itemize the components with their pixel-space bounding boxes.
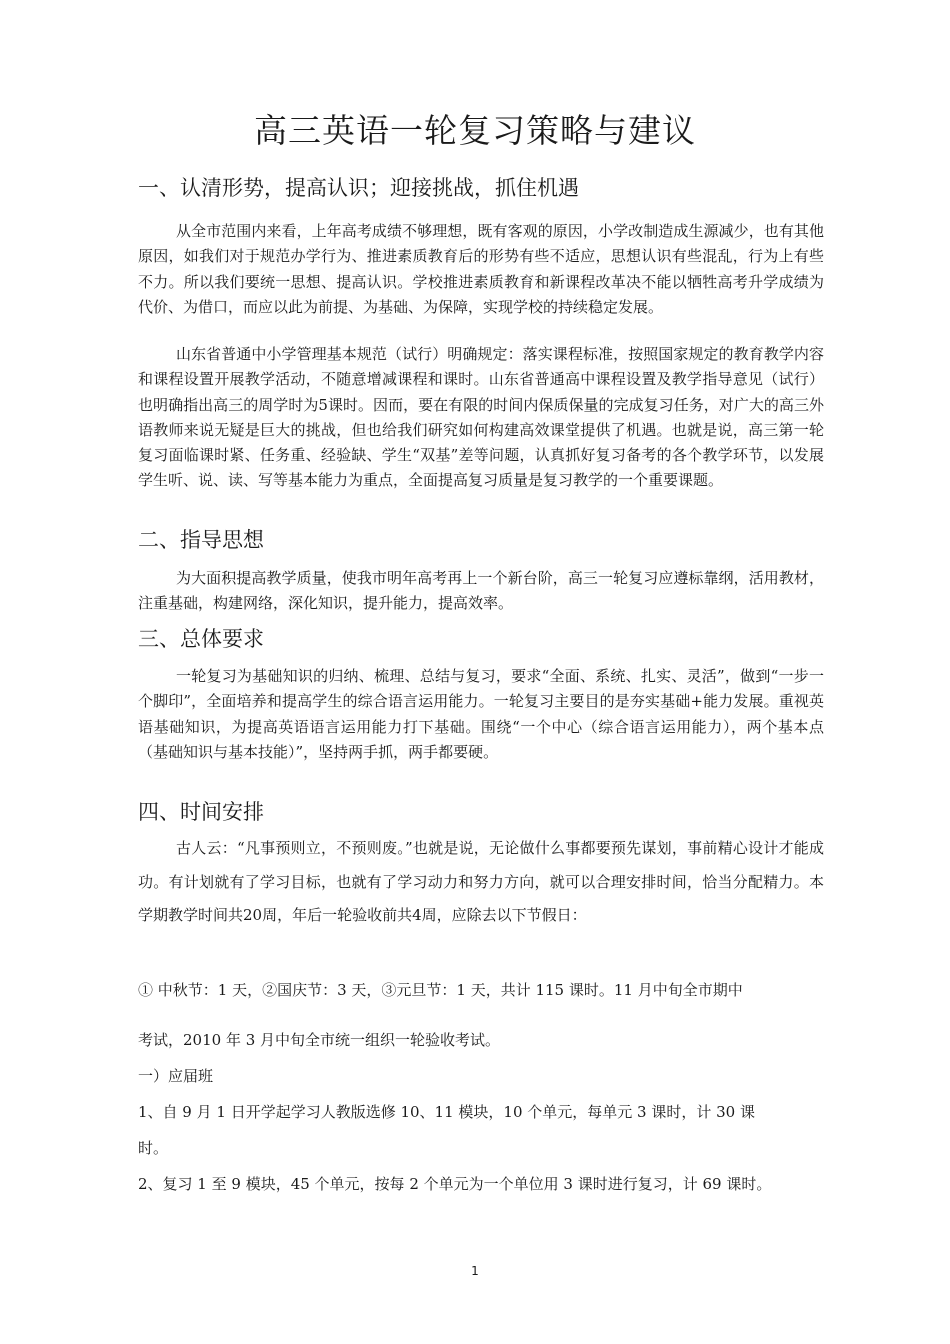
section-heading-4: 四、时间安排	[138, 800, 264, 824]
section-1-paragraph-1: 从全市范围内来看，上年高考成绩不够理想，既有客观的原因，小学改制造成生源减少，也有其他原因，如我们对于规范办学行为、推进素质教育后的形势有些不适应，思想认识有些混乱，行为上有些不力。所以我们要统一思想、提高认识。学校推进素质教育和新课程改革决不能以牺牲高考升学成绩为代价、为借口，而应以此为前提、为基础、为保障，实现学校的持续稳定发展。	[138, 222, 824, 316]
list-item-1-continued: 时。	[138, 1139, 169, 1157]
holiday-line: ① 中秋节：1 天，②国庆节：3 天，③元旦节：1 天，共计 115 课时。11 月中旬全市期中	[138, 981, 743, 999]
page-number: 1	[471, 1264, 479, 1278]
exam-line: 考试，2010 年 3 月中旬全市统一组织一轮验收考试。	[138, 1031, 501, 1049]
section-3-paragraph-1: 一轮复习为基础知识的归纳、梳理、总结与复习，要求“全面、系统、扎实、灵活”，做到“一步一个脚印”，全面培养和提高学生的综合语言运用能力。一轮复习主要目的是夯实基础+能力发展。重视英语基础知识，为提高英语语言运用能力打下基础。围绕“一个中心（综合语言运用能力），两个基本点（基础知识与基本技能）”，坚持两手抓，两手都要硬。	[138, 667, 824, 761]
section-heading-1: 一、认清形势，提高认识；迎接挑战，抓住机遇	[138, 176, 579, 200]
subheading-current-class: 一）应届班	[138, 1067, 214, 1085]
document-title: 高三英语一轮复习策略与建议	[254, 111, 696, 150]
section-heading-3: 三、总体要求	[138, 627, 264, 651]
section-1-paragraph-2: 山东省普通中小学管理基本规范（试行）明确规定：落实课程标准，按照国家规定的教育教学内容和课程设置开展教学活动，不随意增减课程和课时。山东省普通高中课程设置及教学指导意见（试行）也明确指出高三的周学时为5课时。因而，要在有限的时间内保质保量的完成复习任务，对广大的高三外语教师来说无疑是巨大的挑战，但也给我们研究如何构建高效课堂提供了机遇。也就是说，高三第一轮复习面临课时紧、任务重、经验缺、学生“双基”差等问题，认真抓好复习备考的各个教学环节，以发展学生听、说、读、写等基本能力为重点，全面提高复习质量是复习教学的一个重要课题。	[138, 345, 824, 490]
list-item-1: 1、自 9 月 1 日开学起学习人教版选修 10、11 模块，10 个单元，每单元 3 课时，计 30 课	[138, 1103, 755, 1121]
list-item-2: 2、复习 1 至 9 模块，45 个单元，按每 2 个单元为一个单位用 3 课时进行复习，计 69 课时。	[138, 1175, 772, 1193]
section-heading-2: 二、指导思想	[138, 528, 264, 552]
section-4-paragraph-1: 古人云：“凡事预则立，不预则废。”也就是说，无论做什么事都要预先谋划，事前精心设计才能成功。有计划就有了学习目标，也就有了学习动力和努力方向，就可以合理安排时间，恰当分配精力。本学期教学时间共20周，年后一轮验收前共4周，应除去以下节假日：	[138, 839, 824, 924]
section-2-paragraph-1: 为大面积提高教学质量，使我市明年高考再上一个新台阶，高三一轮复习应遵标靠纲，活用教材，注重基础，构建网络，深化知识，提升能力，提高效率。	[138, 569, 824, 613]
